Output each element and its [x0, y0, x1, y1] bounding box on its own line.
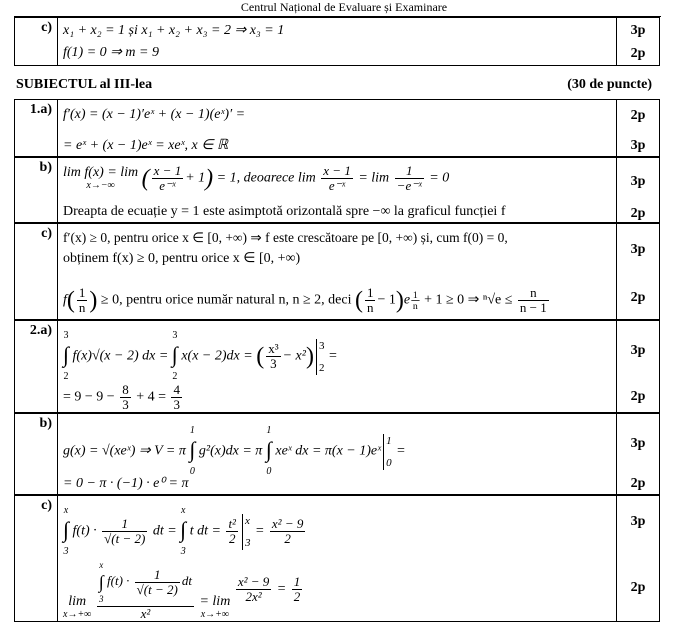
text: + 1 ≥ 0 ⇒ ⁿ√e ≤ [424, 292, 513, 308]
fraction [152, 164, 184, 193]
numerator [97, 558, 194, 607]
lim-word: = lim [199, 594, 231, 609]
denominator: 2x² [245, 589, 262, 604]
block-1a [14, 99, 660, 157]
lower-limit: 2 [318, 361, 325, 374]
section-title: SUBIECTUL al III-lea [16, 77, 153, 92]
upper-limit: x [244, 514, 250, 527]
item-label: 1.a) [29, 102, 52, 117]
text: − x² [282, 348, 306, 364]
paren: ) [305, 343, 314, 370]
label-cell [15, 224, 58, 319]
integral [180, 502, 186, 561]
denominator: √(t − 2) [136, 581, 178, 597]
lower-limit: 0 [189, 466, 195, 477]
fraction [120, 383, 131, 412]
integral-sign: ∫ [98, 572, 104, 592]
numerator: 1 [102, 517, 147, 532]
denominator: 3 [122, 397, 129, 412]
denominator: n − 1 [519, 300, 547, 315]
label-cell [15, 18, 58, 65]
numerator: n [518, 286, 549, 301]
upper-limit: x [180, 505, 186, 516]
fraction [266, 342, 280, 371]
lower-limit: 3 [244, 536, 251, 549]
denominator: 2 [293, 589, 301, 604]
evaluation-bar [316, 339, 327, 375]
denominator: 3 [173, 397, 180, 412]
page-header: Centrul Național de Evaluare și Examinare [240, 0, 448, 14]
points: 3p [630, 514, 646, 529]
q1b-line2: Dreapta de ecuație y = 1 este asimptotă orizontală spre −∞ la graficul funcției f [63, 204, 506, 219]
numerator: 1 [395, 164, 424, 179]
points: 3p [630, 242, 646, 257]
limit [63, 595, 91, 621]
integral [63, 327, 69, 386]
numerator: 8 [122, 382, 129, 397]
paren: ) [395, 287, 404, 314]
text: = [328, 348, 337, 364]
block-2b [14, 413, 660, 495]
points: 2p [630, 476, 646, 491]
q2a-line1 [63, 327, 337, 386]
upper-limit: 1 [189, 425, 195, 436]
item-label: c) [41, 226, 52, 241]
denominator: e⁻ˣ [159, 178, 176, 193]
fraction [236, 575, 271, 604]
text: = 9 − 9 − [63, 389, 115, 405]
lower-limit: 2 [63, 371, 69, 382]
lower-limit: 3 [180, 546, 186, 557]
paren: ( [354, 287, 363, 314]
denominator: x² [140, 606, 151, 621]
fraction [77, 286, 88, 315]
q1a-line2: = eˣ + (x − 1)eˣ = xeˣ, x ∈ ℝ [63, 138, 229, 153]
big-fraction [97, 558, 194, 621]
points: 3p [630, 138, 646, 153]
text: = [396, 443, 406, 459]
text: lim f(x) = lim [63, 164, 139, 180]
lower-limit: 3 [63, 546, 69, 557]
numerator: x − 1 [153, 163, 182, 178]
numerator: 1 [412, 288, 418, 301]
denominator: n [412, 300, 418, 312]
text: e [403, 292, 411, 308]
q2c-line1 [63, 502, 307, 561]
q2b-line1 [63, 422, 406, 481]
lower-limit: 0 [386, 456, 392, 469]
paren: ( [66, 287, 75, 314]
exponent-fraction [411, 290, 419, 312]
item-label: b) [39, 416, 52, 431]
text: f(t) · [107, 572, 130, 588]
fraction [226, 517, 238, 546]
paren: ) [89, 287, 98, 314]
points: 3p [630, 23, 646, 38]
text: dt = [152, 523, 177, 539]
block-2c [14, 495, 660, 622]
points: 2p [630, 46, 646, 61]
block-1b [14, 157, 660, 223]
numerator: 1 [366, 285, 374, 300]
denominator: n [366, 300, 374, 315]
lim-sub: x→+∞ [200, 609, 230, 620]
prev-block [14, 17, 660, 66]
upper-limit: 3 [172, 330, 178, 341]
integral-sign: ∫ [63, 517, 70, 542]
text: x(x − 2)dx = [181, 348, 253, 364]
fraction [395, 164, 424, 193]
integral [99, 558, 104, 606]
integral [266, 422, 272, 481]
text: g²(x)dx = π [198, 443, 263, 459]
text: − 1 [377, 292, 396, 308]
integral-sign: ∫ [63, 342, 70, 367]
label-cell [15, 100, 58, 156]
prev-line1: x₁ + x₂ = 1 și x₁ + x₂ + x₃ = 2 ⇒ x₃ = 1 [63, 23, 285, 38]
integral [172, 327, 178, 386]
fraction [135, 568, 180, 597]
numerator: x² − 9 [237, 574, 270, 589]
block-2a [14, 320, 660, 413]
upper-limit: 1 [266, 425, 272, 436]
integral-sign: ∫ [265, 437, 272, 462]
denominator: 2 [228, 531, 236, 546]
text: f(t) · [72, 523, 97, 539]
lim-sub: x→+∞ [63, 609, 92, 620]
denominator: 3 [270, 356, 277, 371]
numerator: x³ [268, 341, 279, 356]
denominator: √(t − 2) [104, 531, 146, 546]
text: t dt = [189, 523, 221, 539]
q1c-line1: f′(x) ≥ 0, pentru orice x ∈ [0, +∞) ⇒ f este crescătoare pe [0, +∞) și, cum f(0) = 0, [63, 230, 508, 245]
numerator: x − 1 [323, 163, 351, 178]
upper-limit: 3 [318, 339, 325, 352]
fraction [518, 286, 549, 315]
q1b-line1 [63, 164, 449, 193]
points: 2p [630, 108, 646, 123]
numerator: 1 [293, 574, 301, 589]
item-label: b) [39, 160, 52, 175]
integral [189, 422, 195, 481]
text: = 0 [429, 170, 450, 186]
text: = 1, deoarece lim [216, 170, 316, 186]
integral-sign: ∫ [171, 342, 178, 367]
q1c-line3 [63, 286, 551, 315]
q2b-line2: = 0 − π · (−1) · e⁰ = π [63, 476, 189, 491]
text: f(x)√(x − 2) dx = [72, 348, 169, 364]
text: ≥ 0, pentru orice număr natural n, n ≥ 2, deci [100, 292, 352, 308]
fraction [365, 286, 376, 315]
numerator: x² − 9 [271, 516, 304, 531]
fraction [102, 517, 147, 546]
label-cell [15, 158, 58, 222]
q1c-line2: obținem f(x) ≥ 0, pentru orice x ∈ [0, +∞) [63, 251, 301, 266]
numerator: 1 [78, 285, 86, 300]
text: dt [181, 572, 192, 588]
fraction [171, 383, 182, 412]
numerator: 4 [173, 382, 180, 397]
prev-line2: f(1) = 0 ⇒ m = 9 [63, 45, 159, 60]
denominator: n [78, 300, 86, 315]
lim-word: lim [68, 594, 87, 609]
numerator: 1 [135, 568, 180, 583]
label-cell [15, 414, 58, 494]
lim-sub: x→−∞ [86, 179, 115, 191]
lower-limit: 0 [266, 466, 272, 477]
q1a-line1: f′(x) = (x − 1)′eˣ + (x − 1)(eˣ)′ = [63, 107, 246, 122]
fraction [270, 517, 305, 546]
denominator: −e⁻ˣ [396, 178, 422, 193]
q2c-line2 [63, 558, 304, 621]
points: 2p [630, 580, 646, 595]
points: 2p [630, 206, 646, 221]
paren: ( [141, 165, 150, 192]
paren: ( [256, 343, 265, 370]
points: 3p [630, 174, 646, 189]
text: + 1 [185, 170, 206, 186]
text: = lim [358, 170, 390, 186]
upper-limit: x [99, 560, 104, 570]
numerator: t² [228, 516, 236, 531]
text: = [276, 581, 287, 597]
text: g(x) = √(xeˣ) ⇒ V = π [63, 443, 186, 459]
evaluation-bar [383, 434, 394, 470]
points: 3p [630, 343, 646, 358]
upper-limit: x [63, 505, 69, 516]
label-cell [15, 321, 58, 412]
denominator: 2 [284, 531, 291, 546]
points: 2p [630, 389, 646, 404]
lower-limit: 3 [99, 594, 104, 604]
item-label: c) [41, 498, 52, 513]
lower-limit: 2 [172, 371, 178, 382]
denominator: e⁻ˣ [328, 178, 346, 193]
limit [199, 595, 230, 621]
item-label: c) [41, 20, 52, 35]
paren: ) [205, 165, 214, 192]
integral [63, 502, 69, 561]
evaluation-bar [242, 514, 253, 550]
label-cell [15, 496, 58, 621]
upper-limit: 3 [63, 330, 69, 341]
q2a-line2 [63, 383, 184, 412]
section-points: (30 de puncte) [567, 77, 652, 92]
points: 2p [630, 290, 646, 305]
text: + 4 = [136, 389, 166, 405]
text: f [63, 292, 67, 308]
integral-sign: ∫ [189, 437, 196, 462]
text: = [254, 523, 265, 539]
fraction [292, 575, 303, 604]
block-1c [14, 223, 660, 320]
upper-limit: 1 [386, 434, 392, 447]
item-label: 2.a) [29, 323, 52, 338]
fraction [321, 164, 353, 193]
points: 3p [630, 436, 646, 451]
text: xeˣ dx = π(x − 1)eˣ [275, 443, 382, 459]
integral-sign: ∫ [180, 517, 187, 542]
